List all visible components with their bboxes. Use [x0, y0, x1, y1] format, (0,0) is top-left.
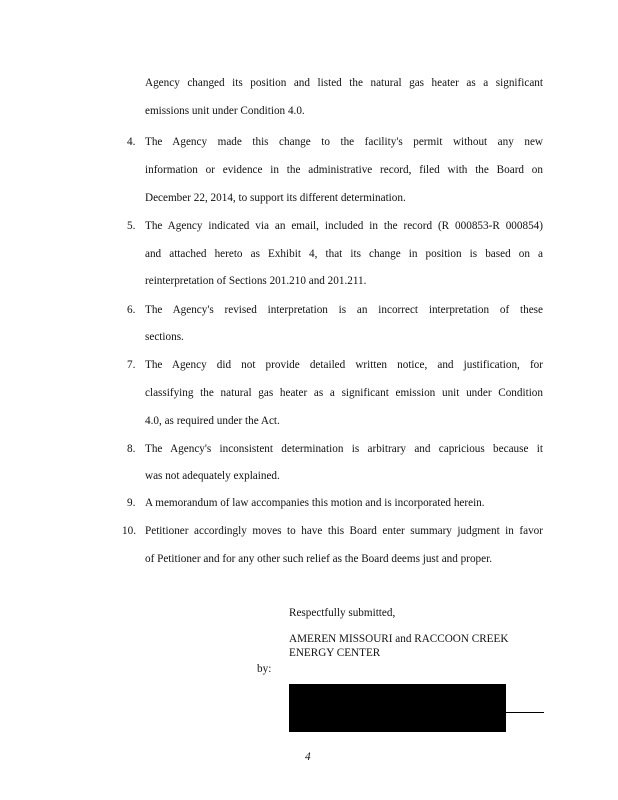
paragraph-8-number: 8.: [127, 443, 136, 455]
paragraph-6-number: 6.: [127, 304, 136, 316]
paragraph-5-line-1: The Agency indicated via an email, included in the record (R 000853-R 000854): [145, 220, 543, 232]
paragraph-4-line-2: information or evidence in the administrative record, filed with the Board on: [145, 164, 543, 176]
signature-party-line-2: ENERGY CENTER: [289, 647, 381, 659]
paragraph-10-line-1: Petitioner accordingly moves to have this Board enter summary judgment in favor: [145, 525, 543, 537]
paragraph-8-line-2: was not adequately explained.: [145, 470, 280, 482]
paragraph-3-line-2: emissions unit under Condition 4.0.: [145, 105, 305, 117]
paragraph-6-line-2: sections.: [145, 331, 184, 343]
paragraph-9-number: 9.: [127, 497, 136, 509]
paragraph-10-number: 10.: [122, 525, 136, 537]
paragraph-10-line-2: of Petitioner and for any other such relief as the Board deems just and proper.: [145, 553, 493, 565]
paragraph-5-number: 5.: [127, 220, 136, 232]
paragraph-9-line-1: A memorandum of law accompanies this motion and is incorporated herein.: [145, 497, 485, 509]
paragraph-8-line-1: The Agency's inconsistent determination is arbitrary and capricious because it: [145, 443, 543, 455]
paragraph-7-number: 7.: [127, 359, 136, 371]
paragraph-5-line-3: reinterpretation of Sections 201.210 and 201.211.: [145, 275, 367, 287]
paragraph-7-line-3: 4.0, as required under the Act.: [145, 415, 280, 427]
signature-by-label: by:: [257, 663, 272, 675]
signature-line: [506, 712, 544, 713]
page-number: 4: [305, 751, 311, 763]
paragraph-4-number: 4.: [127, 136, 136, 148]
paragraph-3-line-1: Agency changed its position and listed the natural gas heater as a significant: [145, 77, 543, 89]
paragraph-6-line-1: The Agency's revised interpretation is an incorrect interpretation of these: [145, 304, 543, 316]
paragraph-4-line-3: December 22, 2014, to support its different determination.: [145, 192, 406, 204]
paragraph-7-line-1: The Agency did not provide detailed written notice, and justification, for: [145, 359, 543, 371]
signature-redaction-box: [289, 684, 506, 732]
paragraph-5-line-2: and attached hereto as Exhibit 4, that its change in position is based on a: [145, 248, 543, 260]
paragraph-4-line-1: The Agency made this change to the facility's permit without any new: [145, 136, 543, 148]
signature-closing: Respectfully submitted,: [289, 607, 396, 619]
signature-party-line-1: AMEREN MISSOURI and RACCOON CREEK: [289, 633, 509, 645]
paragraph-7-line-2: classifying the natural gas heater as a significant emission unit under Condition: [145, 387, 543, 399]
